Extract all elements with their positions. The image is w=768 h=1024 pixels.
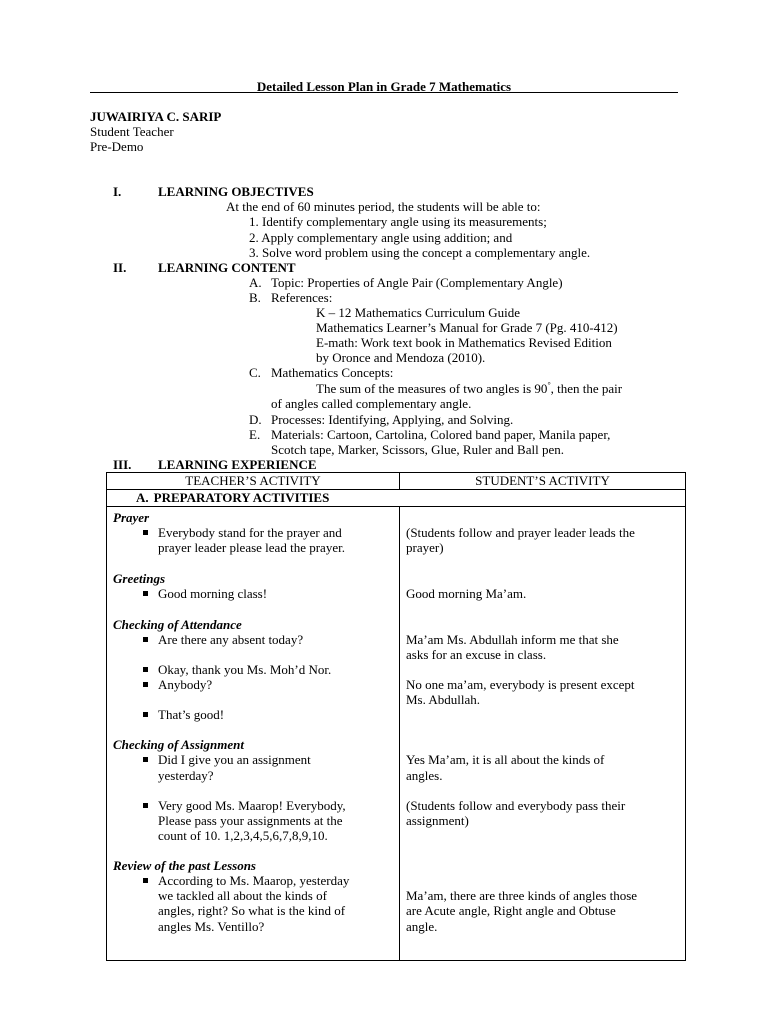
author-name: JUWAIRIYA C. SARIP (90, 109, 222, 124)
section-1-numeral: I. (113, 184, 122, 199)
teacher-line: Everybody stand for the prayer and (158, 525, 342, 540)
degree-symbol: ° (547, 380, 551, 390)
student-line: (Students follow and prayer leader leads the (406, 525, 635, 540)
reference-item: Mathematics Learner’s Manual for Grade 7 (Pg. 410-412) (316, 320, 618, 335)
teacher-line: That’s good! (158, 707, 225, 722)
objective-item: 1. Identify complementary angle using its measurements; (249, 214, 547, 229)
bullet-icon (143, 878, 148, 883)
student-line: prayer) (406, 540, 444, 555)
content-label-a: A. (249, 275, 262, 290)
content-label-d: D. (249, 412, 262, 427)
concept-text: The sum of the measures of two angles is 90 (316, 381, 548, 396)
content-topic: Topic: Properties of Angle Pair (Complementary Angle) (271, 275, 563, 290)
col-teacher-header: TEACHER’S ACTIVITY (107, 473, 400, 490)
student-line: (Students follow and everybody pass their (406, 798, 626, 813)
table-header-row (107, 473, 686, 490)
student-line: are Acute angle, Right angle and Obtuse (406, 903, 616, 918)
bullet-icon (143, 757, 148, 762)
bullet-icon (143, 637, 148, 642)
attendance-heading: Checking of Attendance (113, 617, 242, 632)
title-underline (90, 92, 678, 93)
col-student-header: STUDENT’S ACTIVITY (400, 473, 686, 490)
bullet-icon (143, 591, 148, 596)
reference-item: K – 12 Mathematics Curriculum Guide (316, 305, 520, 320)
prayer-heading: Prayer (113, 510, 150, 525)
reference-item: by Oronce and Mendoza (2010). (316, 350, 486, 365)
section-3-heading: LEARNING EXPERIENCE (158, 457, 317, 472)
student-line: angles. (406, 768, 443, 783)
teacher-activity-cell (107, 507, 400, 961)
concept-text-end: , then the pair (550, 381, 623, 396)
objectives-intro: At the end of 60 minutes period, the students will be able to: (226, 199, 541, 214)
teacher-line: Did I give you an assignment (158, 752, 311, 767)
teacher-line: Are there any absent today? (158, 632, 304, 647)
activity-table (106, 472, 686, 961)
teacher-line: Okay, thank you Ms. Moh’d Nor. (158, 662, 332, 677)
student-line: Ma’am Ms. Abdullah inform me that she (406, 632, 619, 647)
teacher-line: Please pass your assignments at the (158, 813, 343, 828)
section-2-numeral: II. (113, 260, 127, 275)
bullet-icon (143, 530, 148, 535)
concept-line-2: of angles called complementary angle. (271, 396, 472, 411)
content-materials: Materials: Cartoon, Cartolina, Colored band paper, Manila paper, (271, 427, 611, 442)
greetings-heading: Greetings (113, 571, 165, 586)
student-line: Good morning Ma’am. (406, 586, 527, 601)
bullet-icon (143, 712, 148, 717)
section-1-heading: LEARNING OBJECTIVES (158, 184, 314, 199)
prep-heading: PREPARATORY ACTIVITIES (153, 490, 330, 505)
section-2-heading: LEARNING CONTENT (158, 260, 296, 275)
student-line: No one ma’am, everybody is present except (406, 677, 635, 692)
prep-label: A. (136, 490, 149, 505)
assignment-heading: Checking of Assignment (113, 737, 244, 752)
reference-item: E-math: Work text book in Mathematics Revised Edition (316, 335, 612, 350)
student-line: asks for an excuse in class. (406, 647, 547, 662)
objective-item: 2. Apply complementary angle using addition; and (249, 230, 513, 245)
session-label: Pre-Demo (90, 139, 144, 154)
content-concepts: Mathematics Concepts: (271, 365, 394, 380)
student-line: angle. (406, 919, 438, 934)
activities-row (107, 507, 686, 961)
content-processes: Processes: Identifying, Applying, and Solving. (271, 412, 514, 427)
content-references: References: (271, 290, 333, 305)
student-line: Ma’am, there are three kinds of angles those (406, 888, 638, 903)
content-label-e: E. (249, 427, 261, 442)
teacher-line: yesterday? (158, 768, 214, 783)
content-materials-cont: Scotch tape, Marker, Scissors, Glue, Ruler and Ball pen. (271, 442, 564, 457)
student-line: Yes Ma’am, it is all about the kinds of (406, 752, 605, 767)
teacher-line: Anybody? (158, 677, 213, 692)
section-3-numeral: III. (113, 457, 132, 472)
teacher-line: count of 10. 1,2,3,4,5,6,7,8,9,10. (158, 828, 328, 843)
teacher-line: angles Ms. Ventillo? (158, 919, 265, 934)
student-activity-cell (400, 507, 686, 961)
teacher-line: we tackled all about the kinds of (158, 888, 327, 903)
content-label-b: B. (249, 290, 261, 305)
bullet-icon (143, 682, 148, 687)
content-label-c: C. (249, 365, 261, 380)
prep-heading-cell (107, 490, 686, 507)
prep-row (107, 490, 686, 507)
document-title: Detailed Lesson Plan in Grade 7 Mathematics (256, 79, 512, 94)
student-line: assignment) (406, 813, 469, 828)
bullet-icon (143, 667, 148, 672)
teacher-line: According to Ms. Maarop, yesterday (158, 873, 350, 888)
teacher-line: Very good Ms. Maarop! Everybody, (158, 798, 346, 813)
student-line: Ms. Abdullah. (406, 692, 481, 707)
bullet-icon (143, 803, 148, 808)
review-heading: Review of the past Lessons (113, 858, 256, 873)
author-role: Student Teacher (90, 124, 174, 139)
objective-item: 3. Solve word problem using the concept a complementary angle. (249, 245, 591, 260)
teacher-line: angles, right? So what is the kind of (158, 903, 346, 918)
concept-line-1 (316, 381, 622, 396)
teacher-line: prayer leader please lead the prayer. (158, 540, 345, 555)
teacher-line: Good morning class! (158, 586, 268, 601)
